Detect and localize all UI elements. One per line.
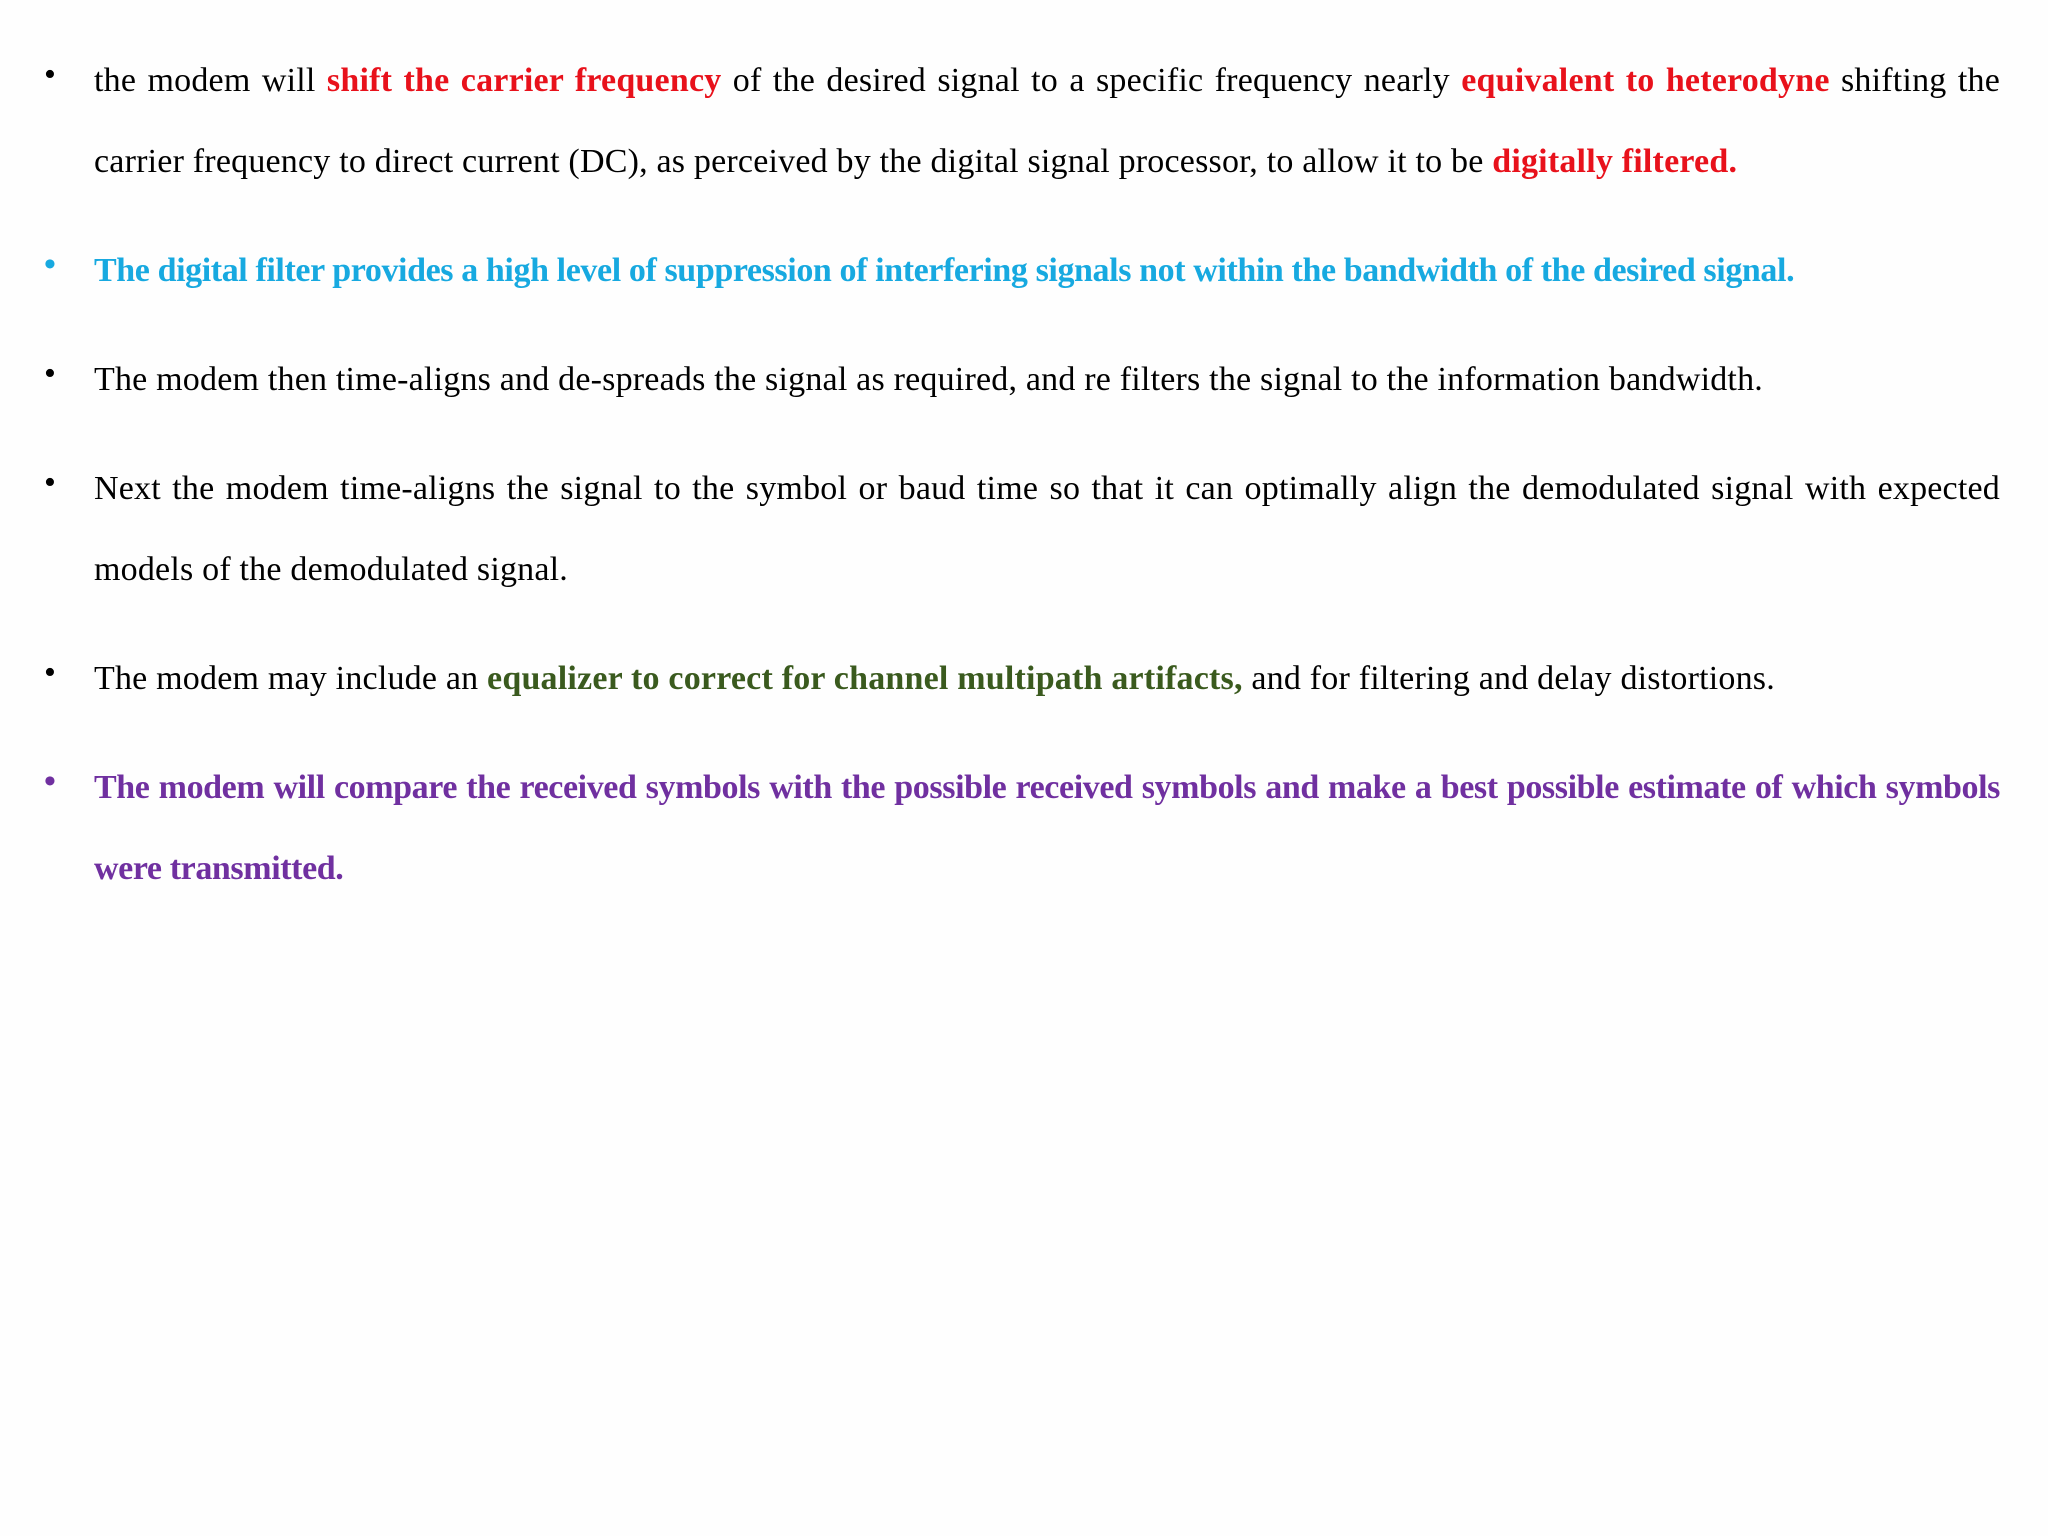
bullet-dot: • — [44, 763, 56, 800]
bullet-text: the modem will — [94, 62, 327, 99]
bullet-dot: • — [44, 464, 57, 501]
bullet-dot: • — [44, 654, 57, 691]
bullet-dot: • — [44, 355, 57, 392]
bullet-text: The modem will compare the received symbols with the possible received symbols and make a best possible estimate of which symbols were transmitted. — [94, 769, 2000, 887]
bullet-item-equalizer — [40, 638, 2000, 719]
bullet-text: of the desired signal to a specific frequency nearly — [721, 62, 1462, 99]
bullet-text: shifting the carrier frequency to direct current (DC), as perceived by the digital signal processor, to allow it to be — [94, 62, 2000, 180]
bullet-dot: • — [44, 246, 56, 283]
bullet-list — [40, 40, 2000, 937]
bullet-item-symbol-estimate — [40, 747, 2000, 909]
bullet-item-carrier-shift — [40, 40, 2000, 202]
bullet-item-digital-filter — [40, 230, 2000, 311]
bullet-item-symbol-align — [40, 448, 2000, 610]
bullet-dot: • — [44, 56, 57, 93]
bullet-text: Next the modem time-aligns the signal to the symbol or baud time so that it can optimally align the demodulated signal with expected models of the demodulated signal. — [94, 470, 2000, 588]
highlight-shift-carrier: shift the carrier frequency — [326, 62, 722, 99]
bullet-text: and for filtering and delay distortions. — [1242, 660, 1775, 697]
bullet-text: The modem then time-aligns and de-spreads the signal as required, and re filters the signal to the information bandwidth. — [94, 361, 1763, 398]
bullet-item-despread — [40, 339, 2000, 420]
bullet-text: The modem may include an — [94, 660, 488, 697]
highlight-heterodyne: equivalent to heterodyne — [1461, 62, 1830, 99]
highlight-equalizer: equalizer to correct for channel multipath artifacts, — [487, 660, 1243, 697]
highlight-digitally-filtered: digitally filtered. — [1492, 143, 1738, 180]
bullet-text: The digital filter provides a high level of suppression of interfering signals not within the bandwidth of the desired signal. — [94, 252, 1795, 289]
